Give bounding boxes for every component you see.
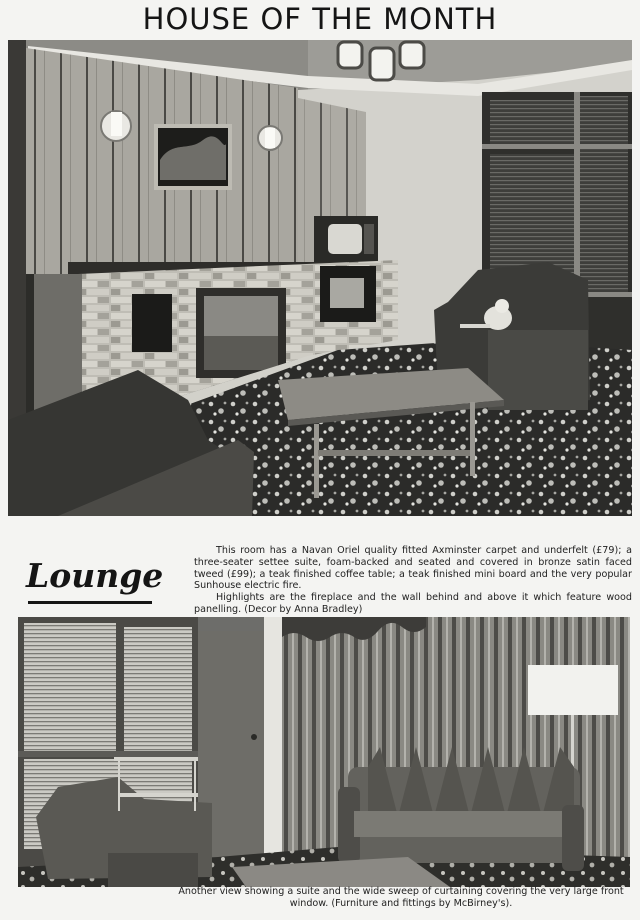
section-heading: Lounge xyxy=(26,556,164,595)
body-paragraph: Highlights are the fireplace and the wall behind and above it which feature wood panelling. (Decor by Anna Bradley) xyxy=(194,592,632,615)
article-body xyxy=(194,545,632,616)
lounge-suite-photo xyxy=(18,617,630,887)
photo-caption: Another view showing a suite and the wide sweep of curtaining covering the very large front window. (Furniture and fittings by McBirney's). xyxy=(178,886,624,909)
heading-underline xyxy=(28,601,152,604)
lounge-fireplace-photo xyxy=(8,40,632,516)
page-title: HOUSE OF THE MONTH xyxy=(142,2,498,36)
body-paragraph: This room has a Navan Oriel quality fitted Axminster carpet and underfelt (£79); a three-seater settee suite, foam-backed and seated and covered in bronze satin faced tweed (£99); a teak finished coffee table; a teak finished mini board and the very popular Sunhouse electric fire. xyxy=(194,545,632,592)
